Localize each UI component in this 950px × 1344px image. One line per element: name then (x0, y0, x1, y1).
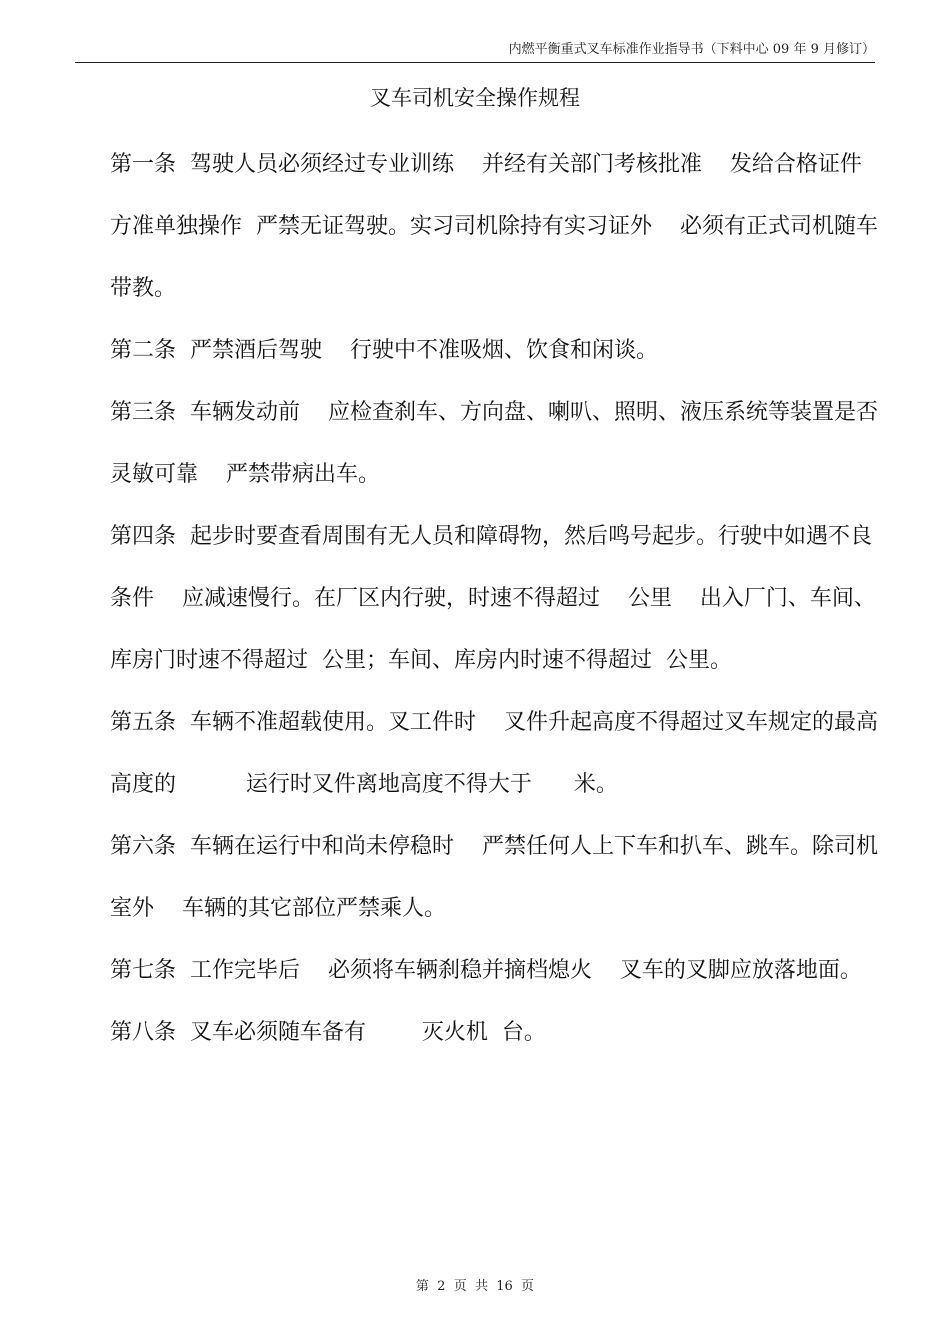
document-body (110, 148, 890, 1078)
body-line: 第三条 车辆发动前 应检查刹车、方向盘、喇叭、照明、液压系统等装置是否 (110, 400, 878, 425)
body-line: 条件 应减速慢行。在厂区内行驶，时速不得超过 公里 出入厂门、车间、 (110, 586, 876, 611)
body-line: 高度的 运行时叉件离地高度不得大于 米。 (110, 772, 618, 797)
document-title: 叉车司机安全操作规程 (370, 86, 580, 110)
page-header: 内燃平衡重式叉车标准作业指导书（下料中心 09 年 9 月修订） (75, 42, 875, 63)
body-line: 方准单独操作 严禁无证驾驶。实习司机除持有实习证外 必须有正式司机随车 (110, 214, 878, 239)
body-line: 第六条 车辆在运行中和尚未停稳时 严禁任何人上下车和扒车、跳车。除司机 (110, 834, 878, 859)
body-line: 第一条 驾驶人员必须经过专业训练 并经有关部门考核批准 发给合格证件 (110, 152, 862, 177)
body-line: 带教。 (110, 276, 177, 301)
body-line: 第二条 严禁酒后驾驶 行驶中不准吸烟、饮食和闲谈。 (110, 338, 658, 363)
body-line: 第八条 叉车必须随车备有 灭火机 台。 (110, 1020, 546, 1045)
page-number-footer: 第 2 页 共 16 页 (415, 1279, 535, 1294)
body-line: 灵敏可靠 严禁带病出车。 (110, 462, 380, 487)
body-line: 第七条 工作完毕后 必须将车辆刹稳并摘档熄火 叉车的叉脚应放落地面。 (110, 958, 862, 983)
body-line: 第五条 车辆不准超载使用。叉工件时 叉件升起高度不得超过叉车规定的最高 (110, 710, 878, 735)
body-line: 室外 车辆的其它部位严禁乘人。 (110, 896, 446, 921)
body-line: 库房门时速不得超过 公里；车间、库房内时速不得超过 公里。 (110, 648, 732, 673)
body-line: 第四条 起步时要查看周围有无人员和障碍物，然后鸣号起步。行驶中如遇不良 (110, 524, 872, 549)
